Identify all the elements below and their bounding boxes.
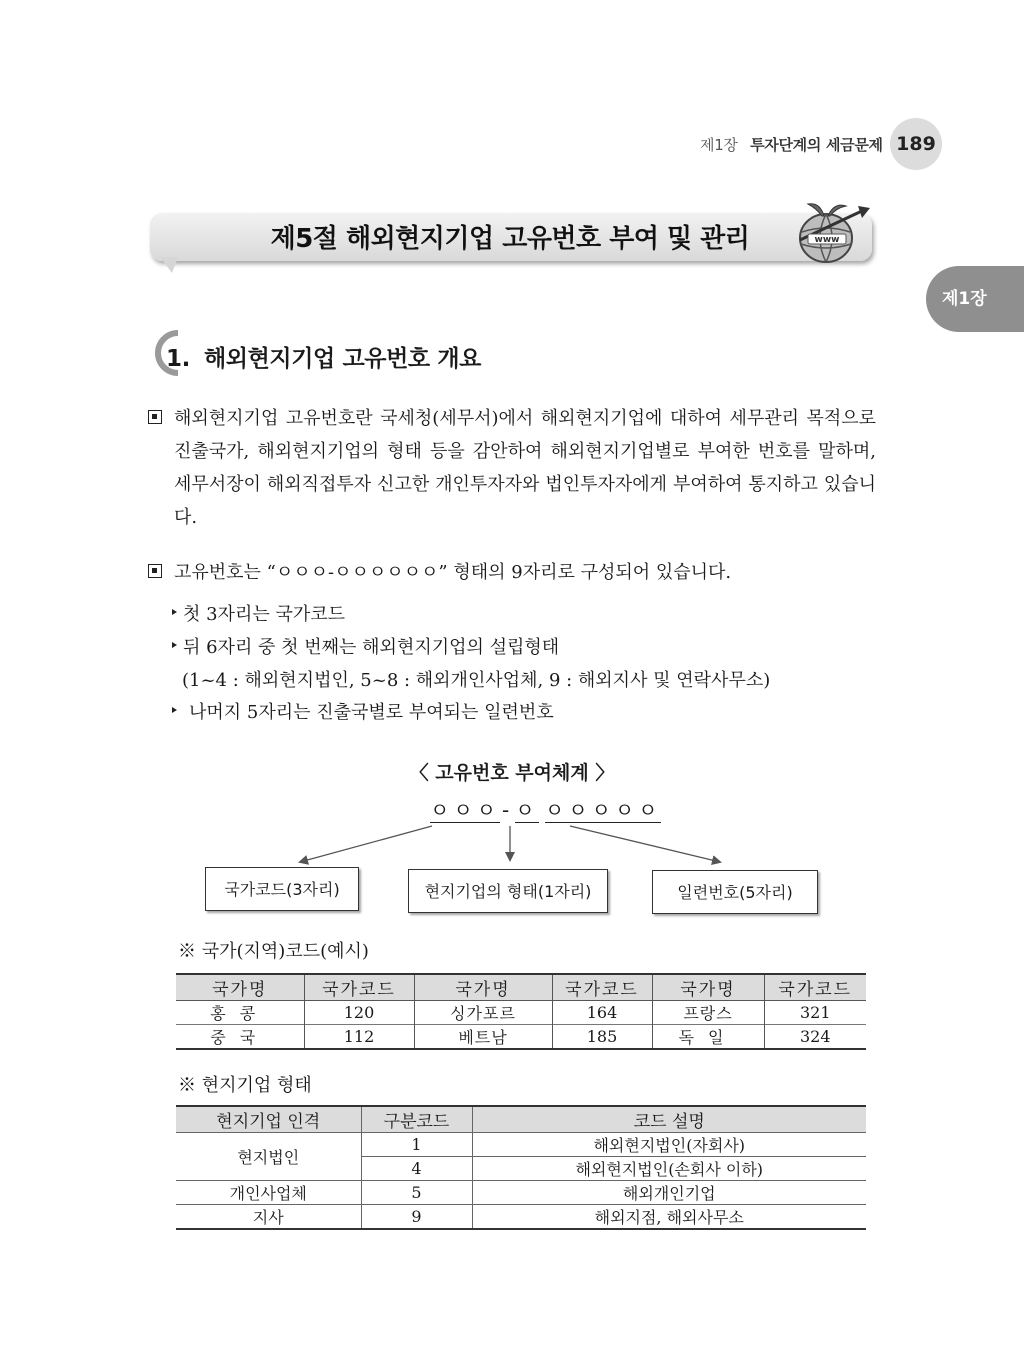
scheme-arrows: [280, 818, 740, 870]
form-table-caption: ※ 현지기업 형태: [178, 1075, 312, 1096]
table-row: [176, 1181, 866, 1205]
table-cell: 홍콩: [176, 1001, 304, 1025]
code-separator: -: [501, 798, 514, 822]
table-cell: 5: [361, 1181, 472, 1205]
country-code-table: [176, 973, 866, 1050]
table-row: [176, 1205, 866, 1230]
scheme-title: 〈 고유번호 부여체계 〉: [409, 762, 615, 784]
code-country-part: ㅇㅇㅇ: [430, 798, 500, 822]
table-cell: 해외현지법인(자회사): [472, 1133, 866, 1157]
running-header: [700, 134, 883, 155]
table-cell: 해외개인기업: [472, 1181, 866, 1205]
code-form-part: ㅇ: [515, 798, 539, 822]
box-country-code: 국가코드(3자리): [205, 867, 359, 911]
paragraph-text: 해외현지기업 고유번호란 국세청(세무서)에서 해외현지기업에 대하여 세무관리 목적으로 진출국가, 해외현지기업의 형태 등을 감안하여 해외현지기업별로 부여한 번호를 말하며, 세무서장이 해외직접투자 신고한 개인투자자와 법인투자자에게 부여하여 통지하고 있습니다.: [174, 408, 876, 528]
country-table-caption: ※ 국가(지역)코드(예시): [178, 941, 369, 962]
table-header: 국가명: [176, 974, 304, 1001]
table-row: [176, 1025, 866, 1050]
box-form-code: 현지기업의 형태(1자리): [408, 869, 608, 913]
table-cell: 120: [304, 1001, 414, 1025]
table-row: [176, 1001, 866, 1025]
arrow-to-serial: [570, 826, 720, 862]
table-cell: 112: [304, 1025, 414, 1050]
table-cell: 프랑스: [652, 1001, 764, 1025]
subsection-heading: [166, 340, 481, 373]
code-serial-part: ㅇㅇㅇㅇㅇ: [544, 798, 662, 822]
square-bullet-icon: [148, 564, 162, 578]
bullet-item: 나머지 5자리는 진출국별로 부여되는 일련번호: [172, 698, 554, 724]
table-header: 국가코드: [552, 974, 652, 1001]
table-row: [176, 1133, 866, 1157]
section-title: 제5절 해외현지기업 고유번호 부여 및 관리: [270, 224, 750, 254]
bullet-item-continuation: (1~4 : 해외현지법인, 5~8 : 해외개인사업체, 9 : 해외지사 및 연락사무소): [182, 670, 771, 691]
table-cell: 베트남: [414, 1025, 552, 1050]
table-header: 국가명: [414, 974, 552, 1001]
table-cell: 4: [361, 1157, 472, 1181]
running-header-title: 투자단계의 세금문제: [750, 136, 883, 154]
triangle-bullet-icon: [172, 707, 177, 713]
subsection-title: 해외현지기업 고유번호 개요: [203, 346, 481, 372]
box-serial-number: 일련번호(5자리): [652, 870, 818, 914]
company-form-table: [176, 1105, 866, 1230]
table-cell: 321: [764, 1001, 866, 1025]
table-header: 국가코드: [304, 974, 414, 1001]
table-cell: 싱가포르: [414, 1001, 552, 1025]
table-header: 구분코드: [361, 1106, 472, 1133]
page-number: 189: [890, 118, 942, 170]
square-bullet-icon: [148, 410, 162, 424]
section-banner-tail: [160, 257, 178, 273]
table-cell: 185: [552, 1025, 652, 1050]
table-cell: 독일: [652, 1025, 764, 1050]
table-header: 현지기업 인격: [176, 1106, 361, 1133]
bullet-item: 뒤 6자리 중 첫 번째는 해외현지기업의 설립형태: [172, 633, 559, 659]
table-header-row: [176, 1106, 866, 1133]
table-cell: 중국: [176, 1025, 304, 1050]
arrow-to-country-code: [300, 826, 432, 862]
table-cell: 324: [764, 1025, 866, 1050]
subsection-number: 1.: [166, 346, 190, 372]
globe-www-icon: [786, 196, 878, 268]
paragraph-text: 고유번호는 “ㅇㅇㅇ-ㅇㅇㅇㅇㅇㅇ” 형태의 9자리로 구성되어 있습니다.: [174, 562, 732, 583]
table-header: 국가명: [652, 974, 764, 1001]
triangle-bullet-icon: [172, 609, 177, 615]
table-cell: 현지법인: [176, 1133, 361, 1181]
table-header: 국가코드: [764, 974, 866, 1001]
triangle-bullet-icon: [172, 642, 177, 648]
table-cell: 164: [552, 1001, 652, 1025]
table-cell: 지사: [176, 1205, 361, 1230]
table-header-row: [176, 974, 866, 1001]
table-cell: 개인사업체: [176, 1181, 361, 1205]
paragraph-definition: [148, 402, 876, 534]
table-cell: 해외현지법인(손회사 이하): [472, 1157, 866, 1181]
paragraph-structure: [148, 556, 876, 589]
table-header: 코드 설명: [472, 1106, 866, 1133]
svg-text:www: www: [814, 235, 840, 245]
bullet-item: 첫 3자리는 국가코드: [172, 600, 345, 626]
table-cell: 9: [361, 1205, 472, 1230]
chapter-side-tab: 제1장: [926, 266, 1024, 332]
table-cell: 1: [361, 1133, 472, 1157]
running-header-chapter: 제1장: [700, 136, 738, 154]
table-cell: 해외지점, 해외사무소: [472, 1205, 866, 1230]
